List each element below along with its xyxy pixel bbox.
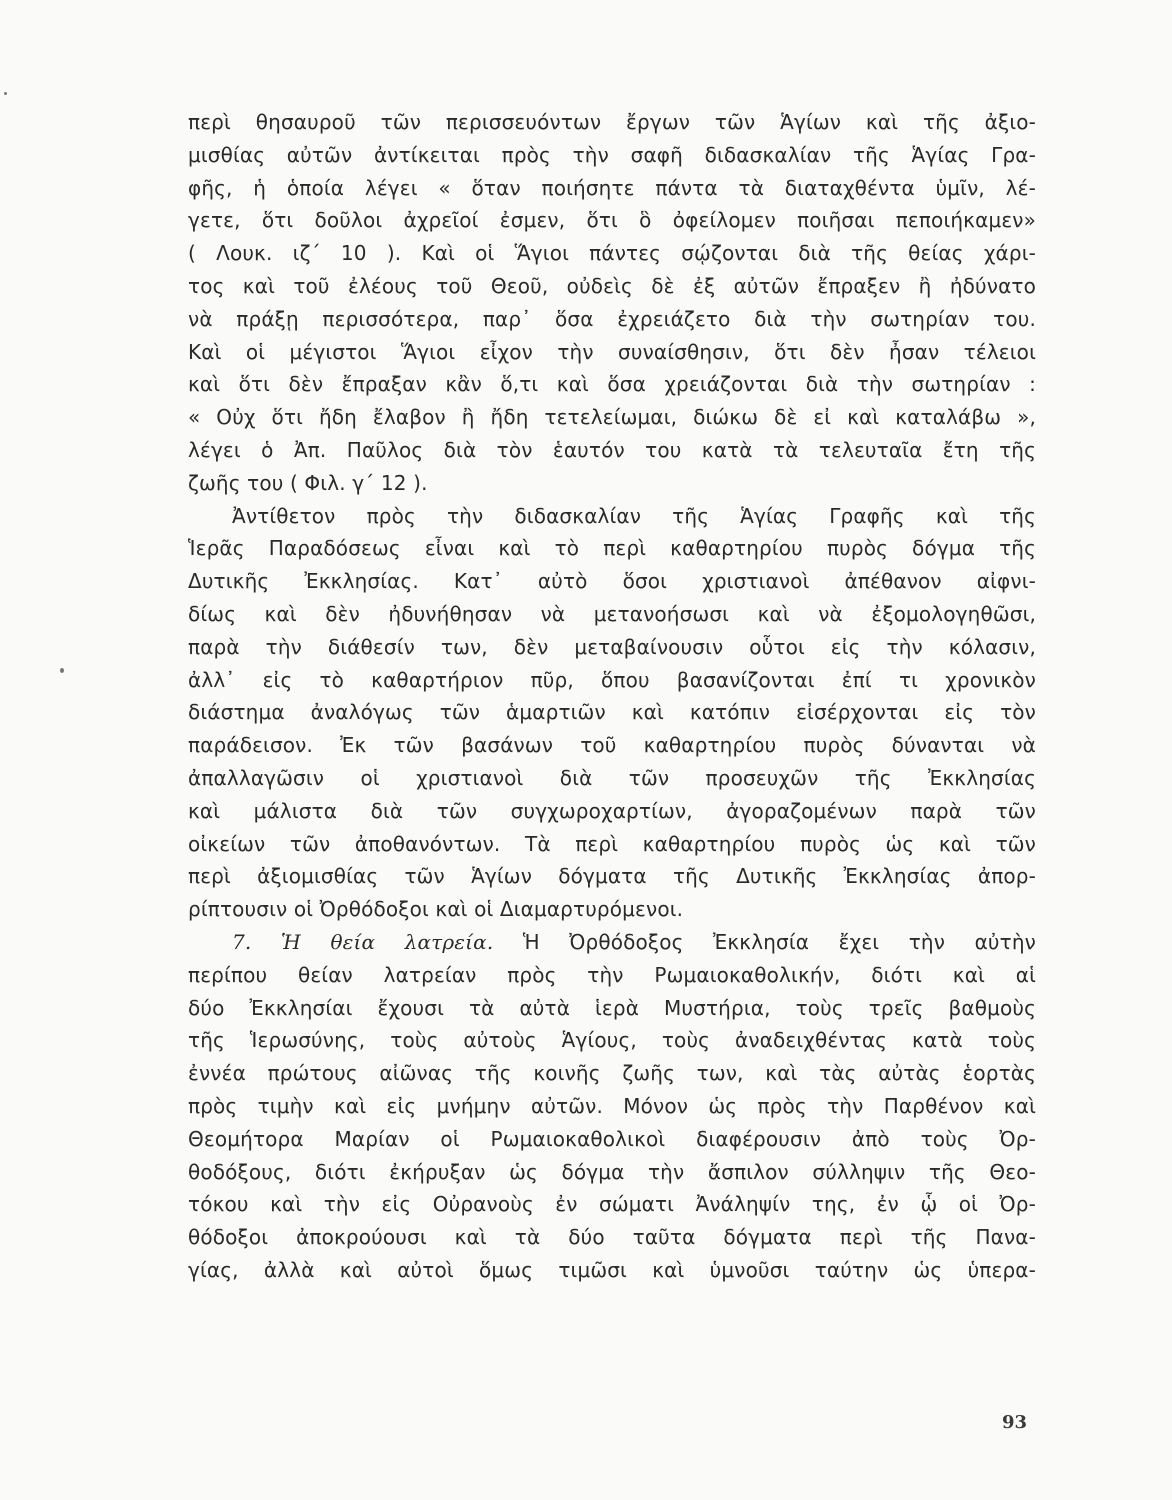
text-line: τόκου καὶ τὴν εἰς Οὐρανοὺς ἐν σώματι Ἀνάληψίν της, ἐν ᾧ οἱ Ὀρ- xyxy=(188,1192,1036,1217)
text-line: διάστημα ἀναλόγως τῶν ἁμαρτιῶν καὶ κατόπιν εἰσέρχονται εἰς τὸν xyxy=(188,700,1036,725)
text-line: ζωῆς του ( Φιλ. γ΄ 12 ). xyxy=(188,470,428,495)
scan-speck xyxy=(60,668,64,673)
text-line: ἀπαλλαγῶσιν οἱ χριστιανοὶ διὰ τῶν προσευχῶν τῆς Ἐκκλησίας xyxy=(188,765,1036,790)
body-text xyxy=(188,106,1036,1287)
text-line: καὶ μάλιστα διὰ τῶν συγχωροχαρτίων, ἀγοραζομένων παρὰ τῶν xyxy=(188,798,1036,823)
text-line: Ἀντίθετον πρὸς τὴν διδασκαλίαν τῆς Ἁγίας Γραφῆς καὶ τῆς xyxy=(232,503,1036,528)
text-line: Ἡ Ὀρθόδοξος Ἐκκλησία ἔχει τὴν αὐτὴν xyxy=(522,929,1036,954)
text-line: « Οὐχ ὅτι ἤδη ἔλαβον ἢ ἤδη τετελείωμαι, διώκω δὲ εἰ καὶ καταλάβω », xyxy=(188,405,1036,430)
section-title: Ἡ θεία λατρεία. xyxy=(280,929,494,954)
scan-speck xyxy=(4,92,7,95)
text-line: γίας, ἀλλὰ καὶ αὐτοὶ ὅμως τιμῶσι καὶ ὑμνοῦσι ταύτην ὡς ὑπερα- xyxy=(188,1257,1036,1282)
text-line: Θεομήτορα Μαρίαν οἱ Ρωμαιοκαθολικοὶ διαφέρουσιν ἀπὸ τοὺς Ὀρ- xyxy=(188,1126,1036,1151)
text-line: παράδεισον. Ἐκ τῶν βασάνων τοῦ καθαρτηρίου πυρὸς δύνανται νὰ xyxy=(188,733,1036,758)
text-line: ἐννέα πρώτους αἰῶνας τῆς κοινῆς ζωῆς των, καὶ τὰς αὐτὰς ἑορτὰς xyxy=(188,1061,1036,1086)
text-line: δύο Ἐκκλησίαι ἔχουσι τὰ αὐτὰ ἱερὰ Μυστήρια, τοὺς τρεῖς βαθμοὺς xyxy=(188,995,1036,1020)
text-line: οἰκείων τῶν ἀποθανόντων. Τὰ περὶ καθαρτηρίου πυρὸς ὡς καὶ τῶν xyxy=(188,831,1036,856)
text-line: λέγει ὁ Ἀπ. Παῦλος διὰ τὸν ἑαυτόν του κατὰ τὰ τελευταῖα ἔτη τῆς xyxy=(188,437,1036,462)
text-line: θόδοξοι ἀποκρούουσι καὶ τὰ δύο ταῦτα δόγματα περὶ τῆς Πανα- xyxy=(188,1225,1036,1250)
text-line: ρίπτουσιν οἱ Ὀρθόδοξοι καὶ οἱ Διαμαρτυρόμενοι. xyxy=(188,897,684,922)
text-line: περὶ θησαυροῦ τῶν περισσευόντων ἔργων τῶν Ἁγίων καὶ τῆς ἀξιο- xyxy=(188,110,1036,134)
text-line: νὰ πράξῃ περισσότερα, παρ᾽ ὅσα ἐχρειάζετο διὰ τὴν σωτηρίαν του. xyxy=(188,306,1036,331)
text-line: πρὸς τιμὴν καὶ εἰς μνήμην αὐτῶν. Μόνον ὡς πρὸς τὴν Παρθένον καὶ xyxy=(188,1093,1036,1118)
text-line: φῆς, ἡ ὁποία λέγει « ὅταν ποιήσητε πάντα τὰ διαταχθέντα ὑμῖν, λέ- xyxy=(188,175,1036,200)
text-line: καὶ ὅτι δὲν ἔπραξαν κἂν ὅ,τι καὶ ὅσα χρειάζονται διὰ τὴν σωτηρίαν : xyxy=(188,372,1036,397)
text-line: ἀλλ᾽ εἰς τὸ καθαρτήριον πῦρ, ὅπου βασανίζονται ἐπί τι χρονικὸν xyxy=(188,667,1036,692)
text-line: μισθίας αὐτῶν ἀντίκειται πρὸς τὴν σαφῆ διδασκαλίαν τῆς Ἁγίας Γρα- xyxy=(188,142,1036,167)
text-line: Δυτικῆς Ἐκκλησίας. Κατ᾽ αὐτὸ ὅσοι χριστιανοὶ ἀπέθανον αἰφνι- xyxy=(188,569,1036,594)
text-line: δίως καὶ δὲν ἠδυνήθησαν νὰ μετανοήσωσι καὶ νὰ ἐξομολογηθῶσι, xyxy=(188,601,1036,626)
text-line: τῆς Ἱερωσύνης, τοὺς αὐτοὺς Ἁγίους, τοὺς ἀναδειχθέντας κατὰ τοὺς xyxy=(188,1028,1036,1053)
page-number: 93 xyxy=(1002,1412,1028,1433)
text-line: περίπου θείαν λατρείαν πρὸς τὴν Ρωμαιοκαθολικήν, διότι καὶ αἱ xyxy=(188,962,1036,987)
text-line: γετε, ὅτι δοῦλοι ἀχρεῖοί ἐσμεν, ὅτι ὃ ὀφείλομεν ποιῆσαι πεποιήκαμεν» xyxy=(188,208,1036,233)
text-line: Ἱερᾶς Παραδόσεως εἶναι καὶ τὸ περὶ καθαρτηρίου πυρὸς δόγμα τῆς xyxy=(188,536,1036,561)
section-heading-line xyxy=(188,926,1036,959)
text-line: θοδόξους, διότι ἐκήρυξαν ὡς δόγμα τὴν ἄσπιλον σύλληψιν τῆς Θεο- xyxy=(188,1159,1036,1184)
text-line: Καὶ οἱ μέγιστοι Ἅγιοι εἶχον τὴν συναίσθησιν, ὅτι δὲν ἦσαν τέλειοι xyxy=(188,339,1036,364)
text-line: τος καὶ τοῦ ἐλέους τοῦ Θεοῦ, οὐδεὶς δὲ ἐξ αὐτῶν ἔπραξεν ἢ ἠδύνατο xyxy=(188,273,1036,298)
text-line: παρὰ τὴν διάθεσίν των, δὲν μεταβαίνουσιν οὗτοι εἰς τὴν κόλασιν, xyxy=(188,634,1036,659)
section-number: 7. xyxy=(232,929,252,954)
text-line: ( Λουκ. ιζ΄ 10 ). Καὶ οἱ Ἅγιοι πάντες σῴζονται διὰ τῆς θείας χάρι- xyxy=(188,241,1036,266)
text-line: περὶ ἀξιομισθίας τῶν Ἁγίων δόγματα τῆς Δυτικῆς Ἐκκλησίας ἀπορ- xyxy=(188,864,1036,889)
